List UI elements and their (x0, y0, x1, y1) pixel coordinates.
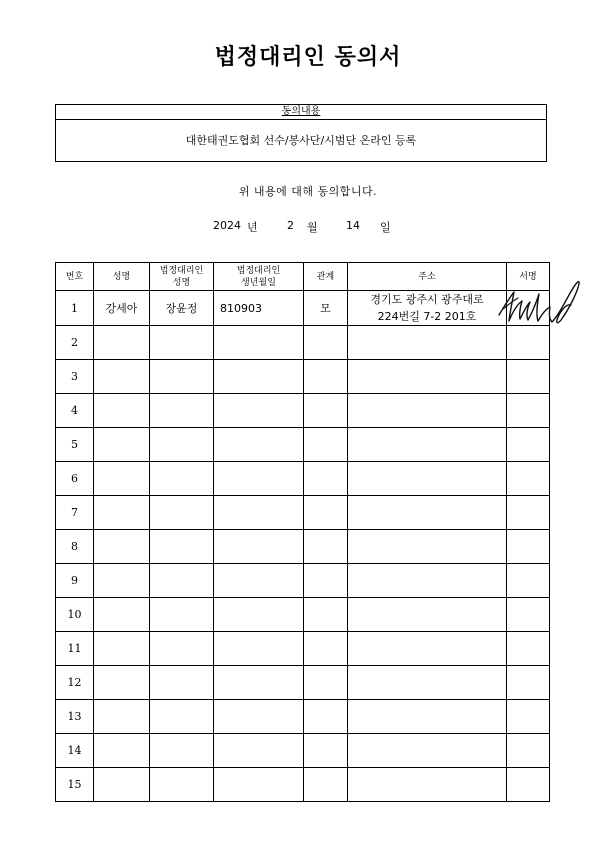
table-row (56, 360, 550, 394)
table-row (56, 291, 550, 326)
table-row (56, 564, 550, 598)
cell-address (348, 768, 507, 802)
cell-name (94, 768, 150, 802)
address-line-2: 224번길 7-2 201호 (377, 310, 477, 323)
cell-rep-birth (214, 326, 304, 360)
header-num: 번호 (56, 263, 94, 291)
cell-address (348, 496, 507, 530)
cell-rep-birth (214, 496, 304, 530)
header-signature: 서명 (507, 263, 550, 291)
header-rep-birth-line2: 생년월일 (241, 277, 276, 288)
cell-rep-name (150, 360, 214, 394)
row-number: 10 (56, 598, 94, 632)
header-rep-birth-line1: 법정대리인 (236, 265, 281, 276)
agreement-statement: 위 내용에 대해 동의합니다. (238, 185, 378, 198)
row-number: 2 (56, 326, 94, 360)
header-rep-name-line2: 성명 (172, 277, 191, 288)
cell-signature (507, 326, 550, 360)
cell-relation (304, 360, 348, 394)
cell-rep-birth (214, 360, 304, 394)
table-row (56, 700, 550, 734)
cell-rep-birth (214, 394, 304, 428)
document-title: 법정대리인 동의서 (214, 45, 402, 70)
row-number: 1 (56, 291, 94, 326)
date-day: 14 (346, 219, 360, 232)
cell-rep-birth (214, 666, 304, 700)
cell-signature (507, 564, 550, 598)
cell-rep-birth (214, 734, 304, 768)
cell-rep-name (150, 394, 214, 428)
cell-relation (304, 462, 348, 496)
cell-name (94, 598, 150, 632)
cell-name (94, 326, 150, 360)
row-number: 15 (56, 768, 94, 802)
row-number: 5 (56, 428, 94, 462)
cell-name (94, 564, 150, 598)
cell-name (94, 496, 150, 530)
header-row (56, 263, 550, 291)
cell-name (94, 462, 150, 496)
cell-rep-birth (214, 632, 304, 666)
cell-relation (304, 632, 348, 666)
cell-signature (507, 700, 550, 734)
header-rep-name (150, 263, 214, 291)
cell-address (348, 734, 507, 768)
table-row (56, 666, 550, 700)
cell-rep-name (150, 462, 214, 496)
cell-address (348, 462, 507, 496)
table-row (56, 530, 550, 564)
table-row (56, 326, 550, 360)
consent-body: 대한태권도협회 선수/봉사단/시범단 온라인 등록 (185, 134, 417, 147)
cell-name (94, 632, 150, 666)
table-row (56, 496, 550, 530)
cell-address (348, 666, 507, 700)
row-number: 3 (56, 360, 94, 394)
cell-relation (304, 496, 348, 530)
address-line-1: 경기도 광주시 광주대로 (370, 293, 484, 306)
cell-rep-birth (214, 428, 304, 462)
cell-signature (507, 768, 550, 802)
cell-name (94, 700, 150, 734)
table-row (56, 632, 550, 666)
table-row (56, 428, 550, 462)
header-name: 성명 (94, 263, 150, 291)
cell-signature (507, 666, 550, 700)
row-number: 6 (56, 462, 94, 496)
cell-rep-name (150, 326, 214, 360)
cell-address (348, 428, 507, 462)
cell-signature (507, 632, 550, 666)
row-number: 9 (56, 564, 94, 598)
cell-name (94, 666, 150, 700)
cell-rep-birth (214, 768, 304, 802)
cell-relation (304, 564, 348, 598)
cell-address (348, 360, 507, 394)
cell-signature (507, 360, 550, 394)
cell-address (348, 598, 507, 632)
cell-rep-birth: 810903 (214, 291, 304, 326)
cell-signature (507, 428, 550, 462)
row-number: 13 (56, 700, 94, 734)
cell-rep-name (150, 700, 214, 734)
date-year: 2024 (213, 219, 241, 232)
cell-rep-name (150, 564, 214, 598)
cell-rep-name: 장윤정 (150, 291, 214, 326)
cell-address (348, 564, 507, 598)
cell-signature (507, 462, 550, 496)
cell-signature (507, 394, 550, 428)
cell-name (94, 394, 150, 428)
consent-box (55, 104, 547, 162)
cell-address (348, 632, 507, 666)
row-number: 12 (56, 666, 94, 700)
cell-rep-name (150, 768, 214, 802)
cell-rep-name (150, 496, 214, 530)
cell-relation (304, 768, 348, 802)
header-relation: 관계 (304, 263, 348, 291)
cell-relation (304, 326, 348, 360)
cell-address (348, 291, 507, 326)
cell-signature (507, 734, 550, 768)
cell-rep-birth (214, 700, 304, 734)
row-number: 8 (56, 530, 94, 564)
cell-relation (304, 666, 348, 700)
table-row (56, 734, 550, 768)
cell-relation (304, 530, 348, 564)
cell-rep-birth (214, 530, 304, 564)
row-number: 14 (56, 734, 94, 768)
cell-relation: 모 (304, 291, 348, 326)
row-number: 11 (56, 632, 94, 666)
cell-rep-name (150, 734, 214, 768)
cell-name (94, 428, 150, 462)
cell-rep-birth (214, 598, 304, 632)
cell-rep-birth (214, 462, 304, 496)
cell-name: 강세아 (94, 291, 150, 326)
table-row (56, 598, 550, 632)
date-month: 2 (287, 219, 294, 232)
cell-rep-birth (214, 564, 304, 598)
row-number: 4 (56, 394, 94, 428)
cell-signature (507, 291, 550, 326)
cell-relation (304, 700, 348, 734)
roster-table (55, 262, 550, 802)
cell-name (94, 530, 150, 564)
cell-address (348, 530, 507, 564)
header-address: 주소 (348, 263, 507, 291)
cell-signature (507, 598, 550, 632)
cell-address (348, 700, 507, 734)
cell-rep-name (150, 666, 214, 700)
row-number: 7 (56, 496, 94, 530)
date-year-unit: 년 (247, 221, 258, 234)
cell-relation (304, 598, 348, 632)
date-day-unit: 일 (380, 221, 391, 234)
table-row (56, 394, 550, 428)
header-rep-name-line1: 법정대리인 (159, 265, 204, 276)
cell-name (94, 360, 150, 394)
cell-address (348, 326, 507, 360)
cell-signature (507, 496, 550, 530)
cell-relation (304, 734, 348, 768)
table-row (56, 462, 550, 496)
cell-rep-name (150, 530, 214, 564)
consent-heading-label: 동의내용 (281, 106, 321, 117)
cell-address (348, 394, 507, 428)
cell-rep-name (150, 428, 214, 462)
cell-signature (507, 530, 550, 564)
date-month-unit: 월 (307, 221, 318, 234)
table-row (56, 768, 550, 802)
header-rep-birth (214, 263, 304, 291)
cell-relation (304, 394, 348, 428)
cell-relation (304, 428, 348, 462)
cell-rep-name (150, 632, 214, 666)
consent-heading (56, 105, 546, 120)
cell-name (94, 734, 150, 768)
cell-rep-name (150, 598, 214, 632)
